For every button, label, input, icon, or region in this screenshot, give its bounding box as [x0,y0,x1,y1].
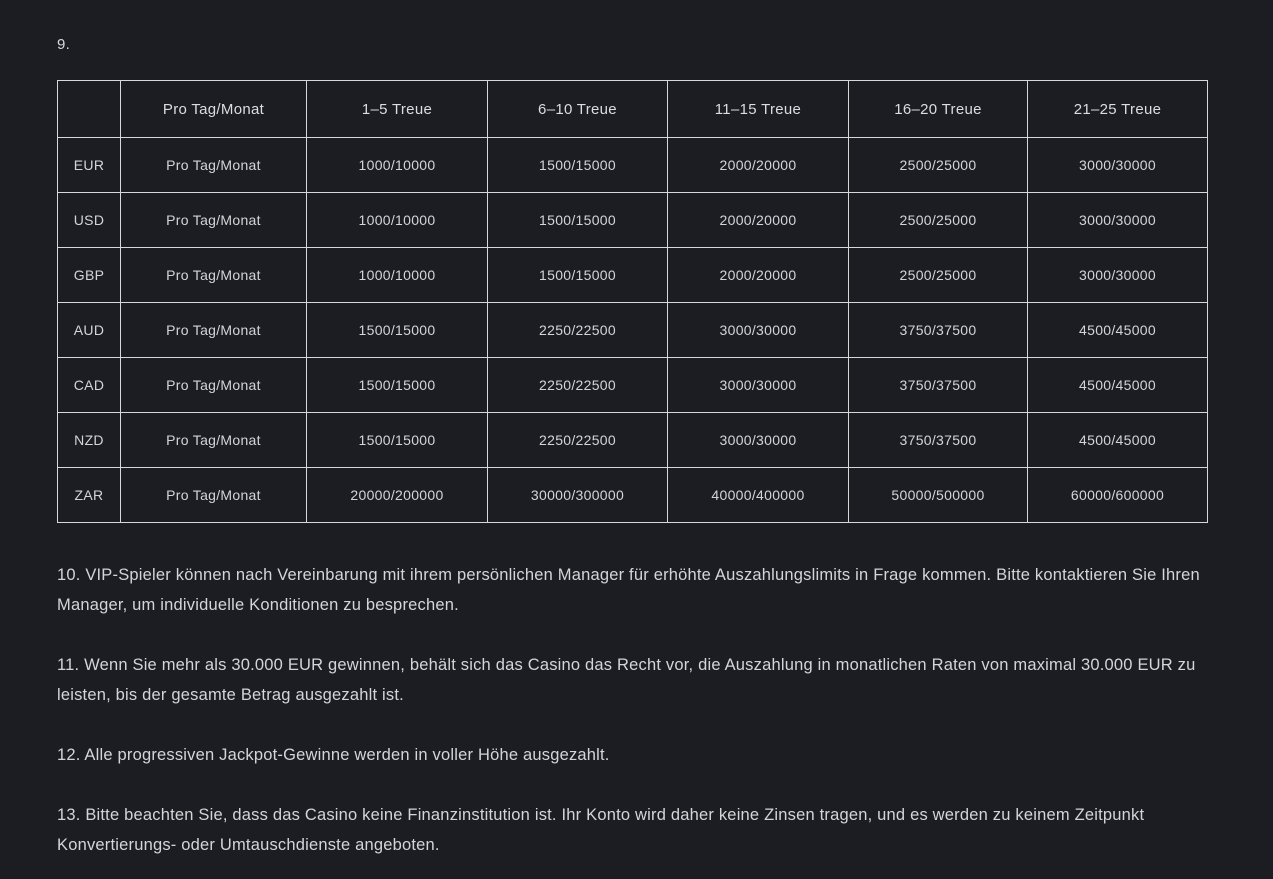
header-cell-tier-11-15: 11–15 Treue [668,81,849,138]
table-row-eur [58,138,1208,193]
limit-cell: 2250/22500 [488,413,668,468]
limit-cell: 2500/25000 [849,138,1028,193]
limit-cell: 1500/15000 [488,138,668,193]
period-cell: Pro Tag/Monat [121,303,307,358]
period-cell: Pro Tag/Monat [121,138,307,193]
table-row-nzd [58,413,1208,468]
table-row-aud [58,303,1208,358]
period-cell: Pro Tag/Monat [121,248,307,303]
limit-cell: 3750/37500 [849,358,1028,413]
limit-cell: 50000/500000 [849,468,1028,523]
table-row-gbp [58,248,1208,303]
limit-cell: 4500/45000 [1028,413,1208,468]
limit-cell: 1500/15000 [488,248,668,303]
limit-cell: 20000/200000 [307,468,488,523]
limit-cell: 3000/30000 [1028,248,1208,303]
section-number: 9. [57,36,71,53]
terms-paragraph-12: 12. Alle progressiven Jackpot-Gewinne werden in voller Höhe ausgezahlt. [57,746,610,764]
limit-cell: 1500/15000 [307,303,488,358]
limit-cell: 3000/30000 [668,303,849,358]
limit-cell: 2500/25000 [849,248,1028,303]
limit-cell: 40000/400000 [668,468,849,523]
limit-cell: 1000/10000 [307,193,488,248]
limit-cell: 2250/22500 [488,303,668,358]
limit-cell: 4500/45000 [1028,358,1208,413]
limit-cell: 2000/20000 [668,248,849,303]
header-cell-empty [58,81,121,138]
limit-cell: 3000/30000 [668,358,849,413]
currency-cell: NZD [58,413,121,468]
terms-paragraph-13: 13. Bitte beachten Sie, dass das Casino keine Finanzinstitution ist. Ihr Konto wird daher keine Zinsen tragen, und es werden zu keinem Zeitpunkt Konvertierungs- oder Umtauschdienste angeboten. [57,806,1145,854]
limit-cell: 3000/30000 [1028,193,1208,248]
period-cell: Pro Tag/Monat [121,358,307,413]
table-row-usd [58,193,1208,248]
limit-cell: 1500/15000 [488,193,668,248]
limit-cell: 3000/30000 [1028,138,1208,193]
terms-paragraphs [57,560,1203,860]
limit-cell: 3750/37500 [849,303,1028,358]
limit-cell: 1500/15000 [307,413,488,468]
period-cell: Pro Tag/Monat [121,468,307,523]
limit-cell: 2000/20000 [668,138,849,193]
currency-cell: USD [58,193,121,248]
currency-cell: CAD [58,358,121,413]
currency-cell: AUD [58,303,121,358]
table-row-zar [58,468,1208,523]
period-cell: Pro Tag/Monat [121,193,307,248]
limit-cell: 3750/37500 [849,413,1028,468]
terms-paragraph-11: 11. Wenn Sie mehr als 30.000 EUR gewinnen, behält sich das Casino das Recht vor, die Auszahlung in monatlichen Raten von maximal 30.000 EUR zu leisten, bis der gesamte Betrag ausgezahlt ist. [57,656,1196,704]
limit-cell: 2500/25000 [849,193,1028,248]
header-cell-tier-16-20: 16–20 Treue [849,81,1028,138]
currency-cell: EUR [58,138,121,193]
table-header-row [58,81,1208,138]
currency-cell: ZAR [58,468,121,523]
limit-cell: 1500/15000 [307,358,488,413]
currency-cell: GBP [58,248,121,303]
limit-cell: 1000/10000 [307,248,488,303]
limit-cell: 30000/300000 [488,468,668,523]
header-cell-period: Pro Tag/Monat [121,81,307,138]
header-cell-tier-6-10: 6–10 Treue [488,81,668,138]
header-cell-tier-1-5: 1–5 Treue [307,81,488,138]
terms-paragraph-10: 10. VIP-Spieler können nach Vereinbarung mit ihrem persönlichen Manager für erhöhte Auszahlungslimits in Frage kommen. Bitte kontaktieren Sie Ihren Manager, um individuelle Konditionen zu besprechen. [57,566,1200,614]
limit-cell: 60000/600000 [1028,468,1208,523]
table-row-cad [58,358,1208,413]
limit-cell: 2250/22500 [488,358,668,413]
limit-cell: 2000/20000 [668,193,849,248]
limit-cell: 1000/10000 [307,138,488,193]
payout-limits-table [57,80,1208,523]
limit-cell: 3000/30000 [668,413,849,468]
period-cell: Pro Tag/Monat [121,413,307,468]
header-cell-tier-21-25: 21–25 Treue [1028,81,1208,138]
limit-cell: 4500/45000 [1028,303,1208,358]
